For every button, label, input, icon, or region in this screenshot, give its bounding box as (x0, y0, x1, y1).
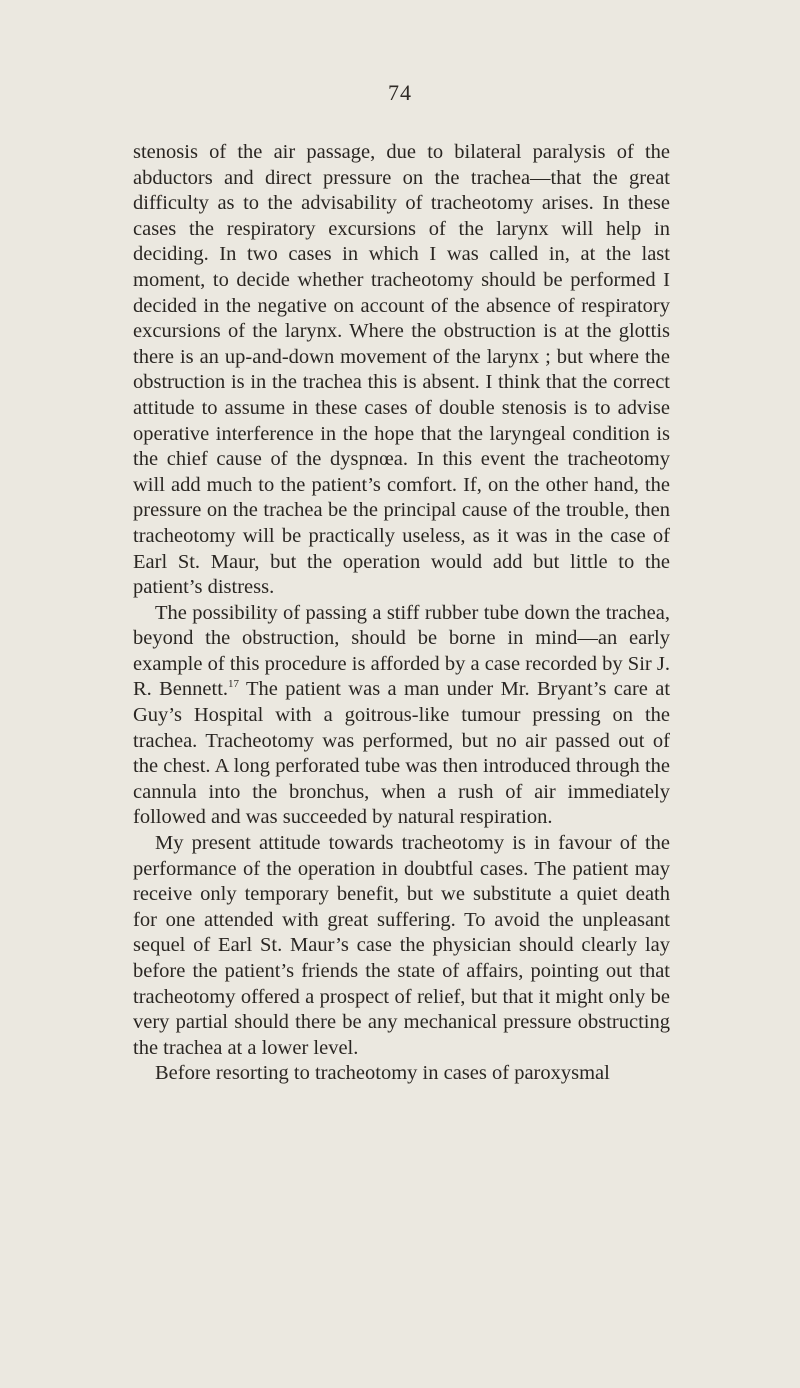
paragraph-1: stenosis of the air passage, due to bilateral paralysis of the abductors and direct pressure on the trachea—that the great difficulty as to the advisability of tracheotomy arises. In these cases the respiratory excursions of the larynx will help in deciding. In two cases in which I was called in, at the last moment, to decide whether tracheotomy should be performed I decided in the negative on account of the absence of respiratory excursions of the larynx. Where the obstruction is at the glottis there is an up-and-down movement of the larynx ; but where the obstruction is in the trachea this is absent. I think that the correct attitude to assume in these cases of double stenosis is to advise operative interference in the hope that the laryngeal condition is the chief cause of the dyspnœa. In this event the tracheotomy will add much to the patient’s comfort. If, on the other hand, the pressure on the trachea be the principal cause of the trouble, then tracheotomy will be practically useless, as it was in the case of Earl St. Maur, but the operation would add but little to the patient’s distress. (133, 141, 670, 599)
paragraph-3: My present attitude towards tracheotomy is in favour of the performance of the operation in doubtful cases. The patient may receive only temporary benefit, but we substitute a quiet death for one attended with great suffering. To avoid the unpleasant sequel of Earl St. Maur’s case the physician should clearly lay before the patient’s friends the state of affairs, pointing out that tracheotomy offered a prospect of relief, but that it might only be very partial should there be any mechanical pressure obstructing the trachea at a lower level. (133, 832, 670, 1059)
paragraph-2-text-after: The patient was a man under Mr. Bryant’s care at Guy’s Hospital with a goitrous-like tumour pressing on the trachea. Tracheotomy was performed, but no air passed out of the chest. A long perforated tube was then introduced through the cannula into the bronchus, when a rush of air immediately followed and was succeeded by natural respiration. (133, 678, 671, 829)
paragraph-2-text-before: The possibility of passing a stiff rubber tube down the trachea, beyond the obstruction, should be borne in mind—an early example of this procedure is afforded by a case recorded by Sir J. R. Bennett. (133, 601, 670, 701)
paragraph-2 (133, 601, 670, 831)
paragraph-4: Before resorting to tracheotomy in cases of paroxysmal (155, 1062, 610, 1085)
page-number: 74 (388, 80, 412, 105)
page-body (133, 140, 670, 1087)
footnote-reference[interactable]: 17 (228, 678, 240, 691)
